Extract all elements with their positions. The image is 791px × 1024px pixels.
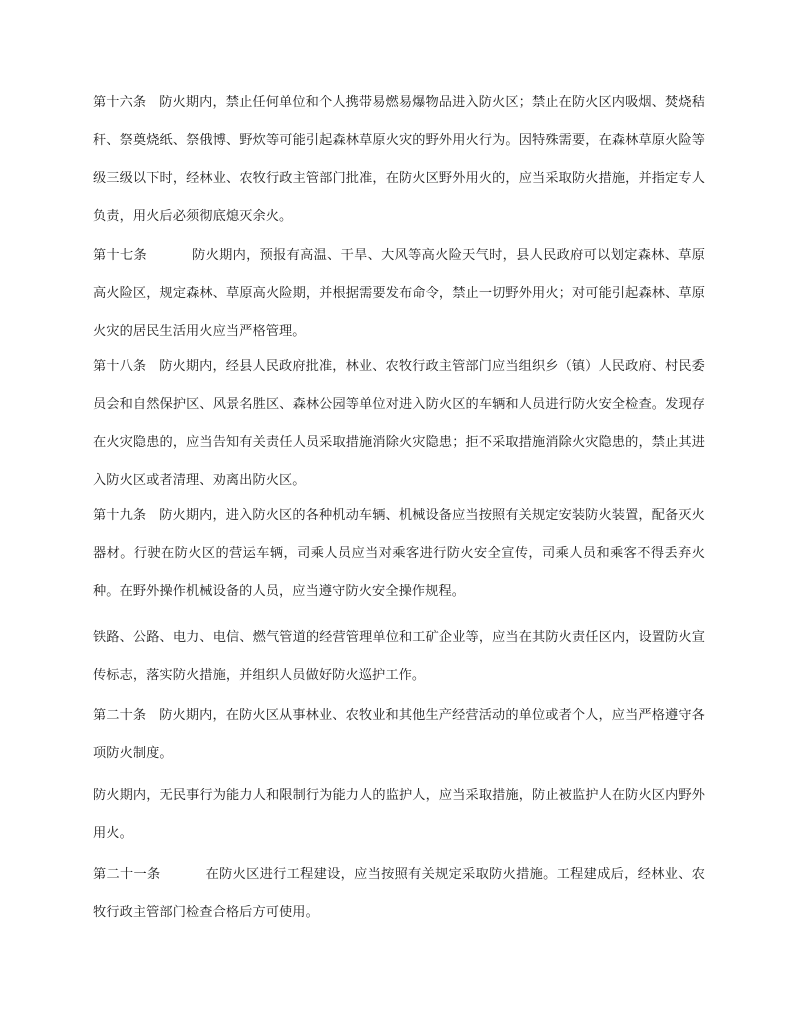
article-19-paragraph (93, 497, 705, 611)
paragraph-text: 防火期内，无民事行为能力人和限制行为能力人的监护人，应当采取措施，防止被监护人在防火区内野外用火。 (93, 788, 705, 841)
article-number: 第十八条 (93, 359, 147, 374)
article-20-continuation-paragraph (93, 777, 705, 853)
article-text: 在防火区进行工程建设，应当按照有关规定采取防火措施。工程建成后，经林业、农牧行政主管部门检查合格后方可使用。 (93, 867, 705, 920)
article-text: 防火期内，在防火区从事林业、农牧业和其他生产经营活动的单位或者个人，应当严格遵守各项防火制度。 (93, 708, 705, 761)
article-gap (147, 248, 192, 263)
article-gap (161, 867, 206, 882)
article-18-paragraph (93, 348, 705, 500)
article-number: 第二十一条 (93, 867, 161, 882)
article-text: 防火期内，预报有高温、干旱、大风等高火险天气时，县人民政府可以划定森林、草原高火险区，规定森林、草原高火险期，并根据需要发布命令，禁止一切野外用火；对可能引起森林、草原火灾的居民生活用火应当严格管理。 (93, 248, 705, 339)
article-16-paragraph (93, 84, 705, 236)
article-number: 第十六条 (93, 95, 147, 110)
article-20-paragraph (93, 697, 705, 773)
article-text: 防火期内，进入防火区的各种机动车辆、机械设备应当按照有关规定安装防火装置，配备灭火器材。行驶在防火区的营运车辆，司乘人员应当对乘客进行防火安全宣传，司乘人员和乘客不得丢弃火种。在野外操作机械设备的人员，应当遵守防火安全操作规程。 (93, 508, 705, 599)
article-gap (146, 359, 159, 374)
article-number: 第十七条 (93, 248, 148, 263)
article-17-paragraph (93, 237, 705, 351)
paragraph-text: 铁路、公路、电力、电信、燃气管道的经营管理单位和工矿企业等，应当在其防火责任区内，设置防火宣传标志，落实防火措施，并组织人员做好防火巡护工作。 (93, 630, 705, 683)
article-gap (146, 508, 159, 523)
article-21-paragraph (93, 856, 705, 932)
article-number: 第二十条 (93, 708, 147, 723)
article-text: 防火期内，禁止任何单位和个人携带易燃易爆物品进入防火区；禁止在防火区内吸烟、焚烧秸秆、祭奠烧纸、祭俄博、野炊等可能引起森林草原火灾的野外用火行为。因特殊需要，在森林草原火险等级三级以下时，经林业、农牧行政主管部门批准，在防火区野外用火的，应当采取防火措施，并指定专人负责，用火后必须彻底熄灭余火。 (93, 95, 705, 224)
article-number: 第十九条 (93, 508, 147, 523)
article-text: 防火期内，经县人民政府批准，林业、农牧行政主管部门应当组织乡（镇）人民政府、村民委员会和自然保护区、风景名胜区、森林公园等单位对进入防火区的车辆和人员进行防火安全检查。发现存在火灾隐患的，应当告知有关责任人员采取措施消除火灾隐患；拒不采取措施消除火灾隐患的，禁止其进入防火区或者清理、劝离出防火区。 (93, 359, 705, 488)
article-19-continuation-paragraph (93, 619, 705, 695)
article-gap (146, 95, 159, 110)
article-gap (146, 708, 159, 723)
